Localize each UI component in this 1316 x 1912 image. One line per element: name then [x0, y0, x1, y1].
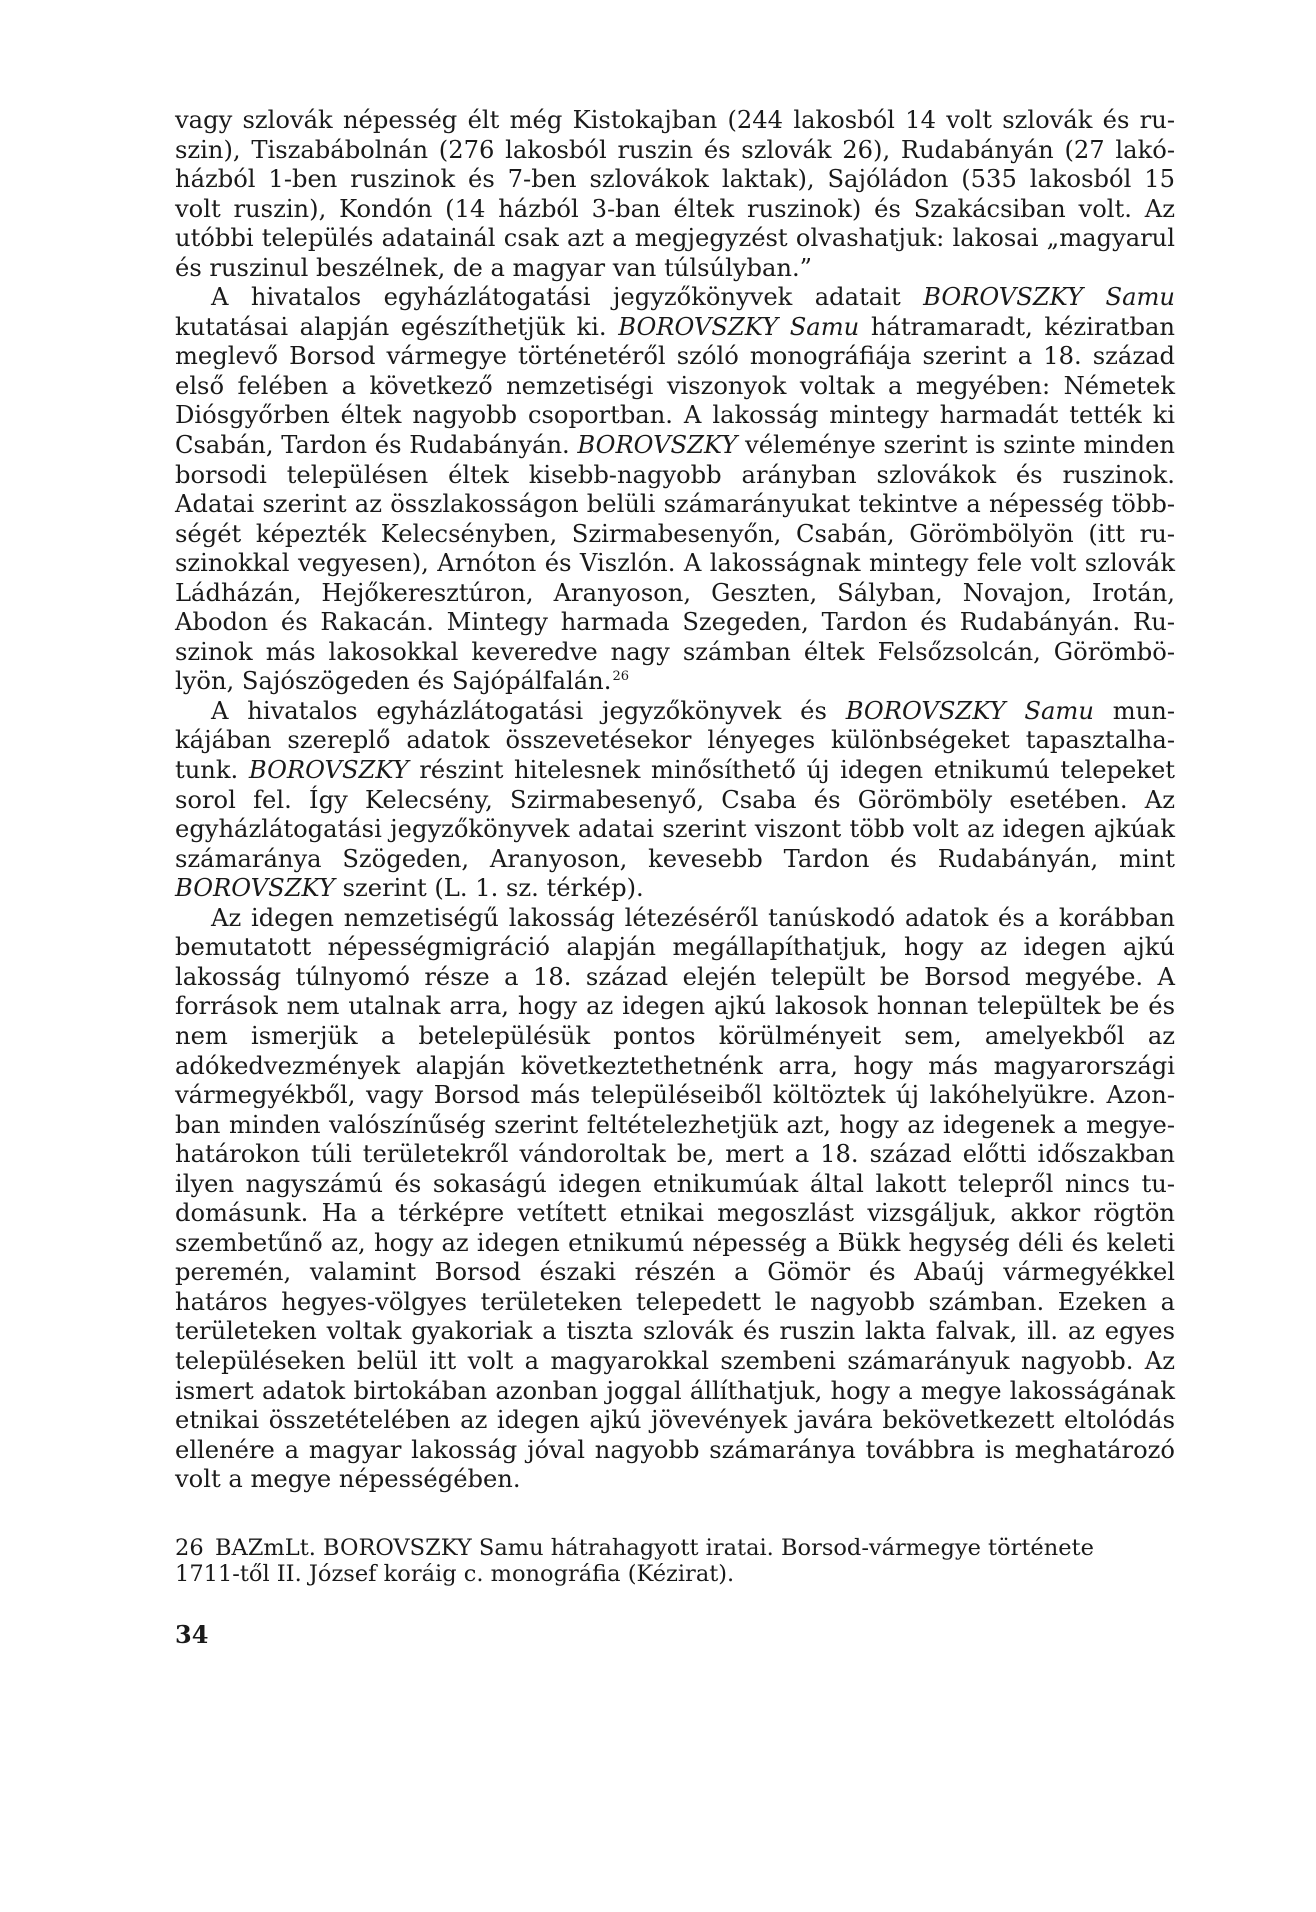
text-run: szerint (L. 1. sz. térkép).	[334, 874, 644, 903]
author-name: BOROVSZKY Samu	[923, 283, 1176, 312]
paragraph-1	[175, 106, 1175, 283]
footnotes	[175, 1535, 1175, 1587]
page-body	[175, 106, 1175, 1587]
paragraph-4	[175, 904, 1175, 1495]
footnote-reference: 26	[612, 669, 629, 685]
author-name: BOROVSZKY	[248, 756, 409, 785]
author-name: BOROVSZKY	[577, 431, 738, 460]
author-name: BOROVSZKY	[175, 874, 335, 903]
main-text	[175, 106, 1175, 1495]
text-run: A hivatalos egyházlátogatási jegyzőkönyvek adatait	[211, 283, 924, 312]
text-run: Az idegen nemzetiségű lakosság létezéséről tanúskodó adatok és a korábban bemutatott népességmigráció alapján megállapíthatjuk, hogy az idegen ajkú lakosság túlnyomó része a 18. század elején települt be Borsod megyébe. A források nem utalnak arra, hogy az idegen ajkú lakosok honnan települtek be és nem ismerjük a betelepülésük pontos körülményeit sem, amelyekből az adókedvezmények alapján következtethetnénk arra, hogy más magyarországi vármegyékből, vagy Borsod más településeiből költöztek új lakóhelyükre. Azonban minden valószínűség szerint feltételezhetjük azt, hogy az idegenek a megyehatárokon túli területekről vándoroltak be, mert a 18. század előtti időszakban ilyen nagyszámú és sokaságú idegen etnikumúak által lakott telepről nincs tudomásunk. Ha a térképre vetített etnikai megoszlást vizsgáljuk, akkor rögtön szembetűnő az, hogy az idegen etnikumú népesség a Bükk hegység déli és keleti peremén, valamint Borsod északi részén a Gömör és Abaúj vármegyékkel határos hegyes-völgyes területeken telepedett le nagyobb számban. Ezeken a területeken voltak gyakoriak a tiszta szlovák és ruszin lakta falvak, ill. az egyes településeken belül itt volt a magyarokkal szembeni számarányuk nagyobb. Az ismert adatok birtokában azonban joggal állíthatjuk, hogy a megye lakosságának etnikai összetételében az idegen ajkú jövevények javára bekövetkezett eltolódás ellenére a magyar lakosság jóval nagyobb számaránya továbbra is meghatározó volt a megye népességében.	[175, 903, 1175, 1494]
paragraph-2	[175, 283, 1175, 697]
paragraph-3	[175, 697, 1175, 904]
text-run: véleménye szerint is szinte minden borsodi településen éltek kisebb-nagyobb arányban szlovákok és ruszinok. Adatai szerint az összlakosságon belüli számarányukat tekintve a népesség többségét képezték Kelecsényben, Szirmabesenyőn, Csabán, Görömbölyön (itt ruszinokkal vegyesen), Arnóton és Viszlón. A lakosságnak mintegy fele volt szlovák Ládházán, Hejőkeresztúron, Aranyoson, Geszten, Sályban, Novajon, Irotán, Abodon és Rakacán. Mintegy harmada Szegeden, Tardon és Rudabányán. Ruszinok más lakosokkal keveredve nagy számban éltek Felsőzsolcán, Görömbölyön, Sajószögeden és Sajópálfalán.	[175, 431, 1175, 696]
footnote-text-line-2: 1711-től II. József koráig c. monográfia (Kézirat).	[175, 1560, 735, 1587]
text-run: A hivatalos egyházlátogatási jegyzőkönyvek és	[211, 696, 846, 725]
footnote-text-line-1: BAZmLt. BOROVSZKY Samu hátrahagyott iratai. Borsod-vármegye története	[215, 1534, 1094, 1561]
author-name: BOROVSZKY Samu	[845, 696, 1094, 725]
page-number: 34	[175, 1620, 209, 1649]
text-run: hátramaradt, kéziratban meglevő Borsod vármegye történetéről szóló monográfiája szerint a 18. század első felében a következő nemzetiségi viszonyok voltak a megyében: Németek Diósgyőrben éltek nagyobb csoportban. A lakosság mintegy harmadát tették ki Csabán, Tardon és Rudabányán.	[175, 312, 1176, 460]
text-run: részint hitelesnek minősíthető új idegen etnikumú telepeket sorol fel. Így Kelecsény, Szirmabesenyő, Csaba és Görömböly esetében. Az egyházlátogatási jegyzőkönyvek adatai szerint viszont több volt az idegen ajkúak számaránya Szögeden, Aranyoson, kevesebb Tardon és Rudabányán, mint	[175, 756, 1175, 873]
text-run: munkájában szereplő adatok összevetésekor lényeges különbségeket tapasztalhatunk.	[175, 696, 1175, 785]
text-run: vagy szlovák népesség élt még Kistokajban (244 lakosból 14 volt szlovák és ruszin), Tiszabábolnán (276 lakosból ruszin és szlovák 26), Rudabányán (27 lakóházból 1-ben ruszinok és 7-ben szlovákok laktak), Sajóládon (535 lakosból 15 volt ruszin), Kondón (14 házból 3-ban éltek ruszinok) és Szakácsiban volt. Az utóbbi település adatainál csak azt a megjegyzést olvashatjuk: lakosai „magyarul és ruszinul beszélnek, de a magyar van túlsúlyban.”	[175, 106, 1175, 282]
footnote-number: 26	[175, 1534, 204, 1561]
author-name: BOROVSZKY Samu	[618, 312, 860, 341]
text-run: kutatásai alapján egészíthetjük ki.	[175, 312, 619, 341]
footnote-26-continuation	[175, 1561, 1175, 1587]
footnote-26	[175, 1535, 1175, 1561]
